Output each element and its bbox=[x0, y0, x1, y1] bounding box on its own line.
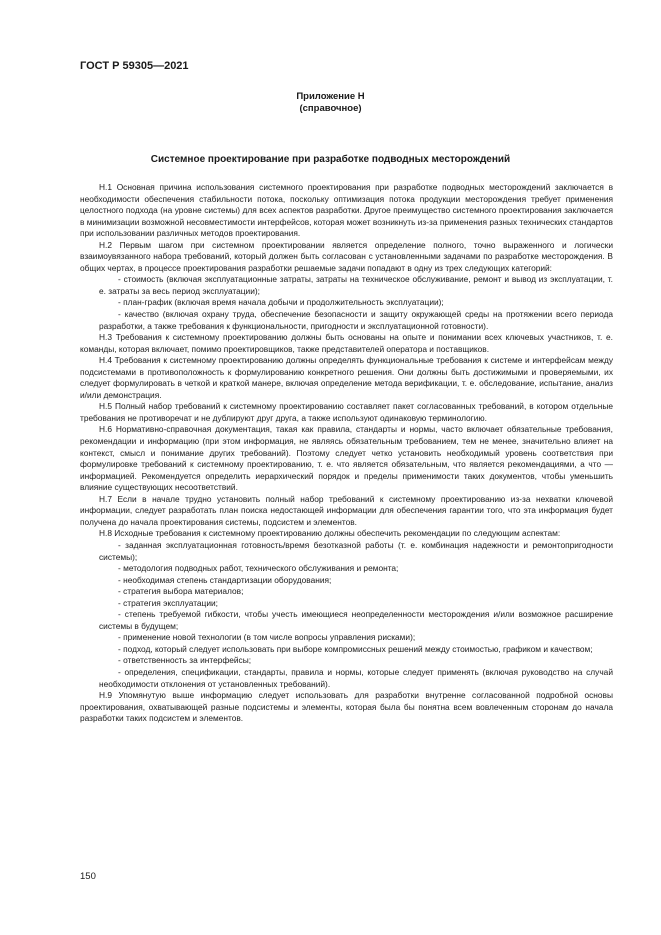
document-code: ГОСТ Р 59305—2021 bbox=[80, 60, 189, 72]
paragraph: Н.3 Требования к системному проектированию должны быть основаны на опыте и понимании всех ключевых участников, т. е. команды, которая включает, помимо проектировщиков, также представителей оператора и поставщиков. bbox=[80, 332, 613, 354]
paragraph: Н.7 Если в начале трудно установить полный набор требований к системному проектированию из-за нехватки ключевой информации, следует разработать план поиска недостающей информации для обеспечения гарантии того, что эта информация будет получена до начала проектирования системы, подсистем и элементов. bbox=[80, 493, 613, 527]
annex-title: Приложение Н bbox=[296, 91, 365, 102]
paragraph: Н.6 Нормативно-справочная документация, такая как правила, стандарты и нормы, часто включает обязательные требования, рекомендации и информацию (при этом информация, не являясь обязательным требованием, тем не менее, значительно влияет на контекст, смысл и понимание других требований). Поэтому следует четко установить необходимый уровень соответствия при формулировке требований к системному проектированию, т. е. что является обязательным, что является рекомендациями, а что — информацией. Рекомендуется определить иерархический порядок и пределы применимости таких документов, чтобы уменьшить влияние существующих несоответствий. bbox=[80, 424, 613, 493]
list-item: - необходимая степень стандартизации оборудования; bbox=[118, 574, 332, 585]
paragraph: Н.9 Упомянутую выше информацию следует использовать для разработки внутренне согласованной подробной основы проектирования, охватывающей разные подсистемы и элементы, которая была бы понятна всем вовлеченным сторонам до начала разработки таких подсистем и элементов. bbox=[80, 690, 613, 724]
list-item: - степень требуемой гибкости, чтобы учесть имеющиеся неопределенности месторождения и/или возможное расширение системы в будущем; bbox=[99, 609, 613, 631]
list-item: - стратегия выбора материалов; bbox=[118, 586, 244, 597]
paragraph: Н.2 Первым шагом при системном проектировании является определение полного, точно выраженного и логически взаимоувязанного набора требований, который должен быть согласован с установленными задачами по разработке месторождения. В общих чертах, в процессе проектирования разработки решаемые задачи попадают в одну из трех следующих категорий: bbox=[80, 239, 613, 273]
paragraph: Н.5 Полный набор требований к системному проектированию составляет пакет согласованных требований, в котором отдельные требования не противоречат и не дублируют друг друга, а также используют одинаковую терминологию. bbox=[80, 401, 613, 423]
list-item: - стоимость (включая эксплуатационные затраты, затраты на техническое обслуживание, ремонт и вывод из эксплуатации, т. е. затраты за весь период эксплуатации); bbox=[99, 274, 613, 296]
list-item: - заданная эксплуатационная готовность/время безотказной работы (т. е. комбинация надежности и ремонтопригодности системы); bbox=[99, 539, 613, 562]
paragraph: Н.1 Основная причина использования системного проектирования при разработке подводных месторождений заключается в необходимости обеспечения стабильности потока, поскольку оптимизация потока продукции месторождения требует применения целостного подхода (на уровне системы) для всех аспектов разработки. Другое преимущество системного проектирования заключается в минимизации возможной несовместимости интерфейсов, которая может возникнуть из-за применения разных технических стандартов при использовании различных методов проектирования. bbox=[80, 182, 613, 239]
list-item: - стратегия эксплуатации; bbox=[118, 597, 218, 608]
body-text bbox=[80, 182, 613, 725]
paragraph: Н.4 Требования к системному проектированию должны определять функциональные требования к системе и интерфейсам между подсистемами в противоположность к формулированию конкретного решения. Они должны быть достижимыми и проверяемыми, их следует формулировать в четкой и краткой манере, включая определение метода верификации, т. е. обследование, испытание, анализ и/или демонстрация. bbox=[80, 355, 613, 400]
list-item: - план-график (включая время начала добычи и продолжительность эксплуатации); bbox=[118, 297, 444, 308]
list-item: - подход, который следует использовать при выборе компромиссных решений между стоимостью, графиком и качеством; bbox=[118, 643, 593, 654]
list-item: - определения, спецификации, стандарты, правила и нормы, которые следует применять (включая руководство на случай необходимости отклонения от установленных требований). bbox=[99, 666, 613, 689]
paragraph: Н.8 Исходные требования к системному проектированию должны обеспечить рекомендации по следующим аспектам: bbox=[99, 528, 561, 539]
annex-note: (справочное) bbox=[299, 103, 362, 114]
list-item: - методология подводных работ, технического обслуживания и ремонта; bbox=[118, 563, 399, 574]
list-item: - качество (включая охрану труда, обеспечение безопасности и защиту окружающей среды на протяжении всего периода разработки, а также требования к функциональности, пригодности и эксплуатационной готовности). bbox=[99, 309, 613, 331]
list-item: - ответственность за интерфейсы; bbox=[118, 655, 252, 666]
list-item: - применение новой технологии (в том числе вопросы управления рисками); bbox=[118, 632, 416, 643]
section-heading: Системное проектирование при разработке подводных месторождений bbox=[150, 154, 511, 165]
annex-header bbox=[0, 91, 661, 115]
page-number: 150 bbox=[80, 871, 96, 882]
